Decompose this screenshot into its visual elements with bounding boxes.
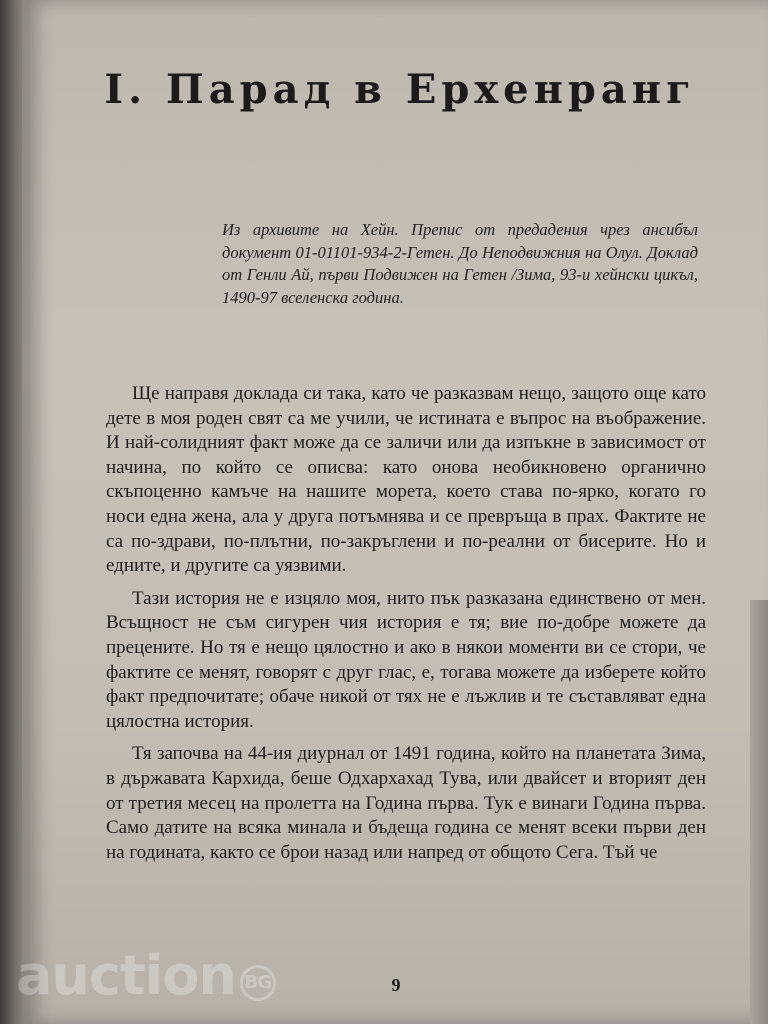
chapter-title: I. Парад в Ерхенранг [104,66,696,113]
epigraph: Из архивите на Хейн. Препис от предадения чрез ансибъл документ 01-01101-934-2-Гетен. До Неподвижния на Олул. Доклад от Генли Ай, първи Подвижен на Гетен /Зима, 93-и хейнски цикъл, 1490-97 вселенска година. [222,220,698,307]
next-page-edge [750,600,768,1024]
body-text [106,382,706,873]
watermark-suffix: BG [240,965,276,1001]
watermark-text: auction [16,944,236,1007]
page-number: 9 [391,975,401,995]
paragraph-2: Тази история не е изцяло моя, нито пък разказана единствено от мен. Всъщност не съм сигурен чия история е тя; вие по-добре можете да прецените. Но тя е нещо цялостно и ако в някои моменти ви се стори, че фактите се менят, говорят с друг глас, е, тогава можете да изберете който факт предпочитате; обаче никой от тях не е лъжлив и те съставляват една цялостна история. [106,587,706,732]
paragraph-3: Тя започва на 44-ия диурнал от 1491 година, който на планетата Зима, в държавата Кархида, беше Одхархахад Тува, или двайсет и вторият ден от третия месец на пролетта на Година първа. Тук е винаги Година първа. Само датите на всяка минала и бъдеща година се менят всеки първи ден на годината, както се брои назад или напред от общото Сега. Тъй че [106,743,706,863]
auction-watermark [16,944,276,1007]
paragraph-1: Ще направя доклада си така, като че разказвам нещо, защото още като дете в моя роден свят са ме учили, че истината е въпрос на въображение. И най-солидният факт може да се заличи или да изпъкне в зависимост от начина, по който се описва: като онова необикновено органично скъпоценно камъче на нашите морета, което става по-ярко, когато го носи една жена, ала у друга потъмнява и се превръща в прах. Фактите не са по-здрави, по-плътни, по-закръглени и по-реални от бисерите. Но и едните, и другите са уязвими. [106,383,706,577]
